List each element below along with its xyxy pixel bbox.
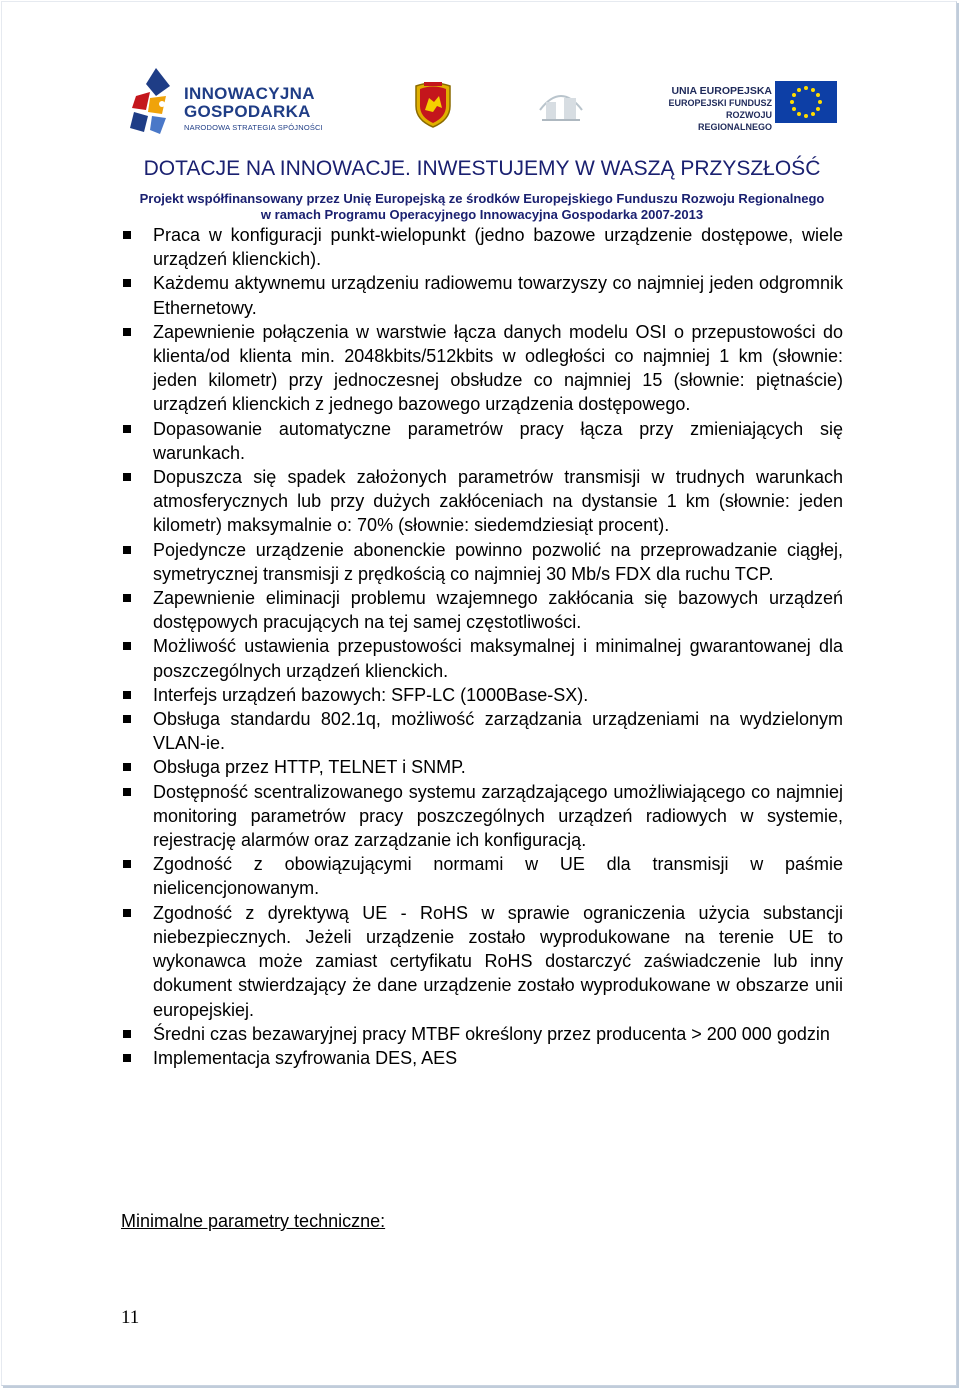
document-page — [1, 1, 957, 1386]
list-item: Pojedyncze urządzenie abonenckie powinno pozwolić na przeprowadzanie ciągłej, symetrycznej transmisji z prędkością co najmniej 30 Mb/s FDX dla ruchu TCP. — [121, 538, 843, 586]
list-item: Średni czas bezawaryjnej pracy MTBF określony przez producenta > 200 000 godzin — [121, 1022, 843, 1046]
list-item: Dostępność scentralizowanego systemu zarządzającego umożliwiającego co najmniej monitoring parametrów pracy poszczególnych urządzeń radiowych w systemie, rejestrację alarmów oraz zarządzanie ich konfiguracją. — [121, 780, 843, 853]
list-item: Każdemu aktywnemu urządzeniu radiowemu towarzyszy co najmniej jeden odgromnik Ethernetowy. — [121, 271, 843, 319]
bullet-square-icon — [123, 909, 131, 917]
list-item: Zgodność z obowiązującymi normami w UE dla transmisji w paśmie nielicencjonowanym. — [121, 852, 843, 900]
bullet-square-icon — [123, 715, 131, 723]
bullet-square-icon — [123, 546, 131, 554]
bullet-square-icon — [123, 231, 131, 239]
page-number: 11 — [121, 1307, 140, 1328]
list-item: Możliwość ustawienia przepustowości maksymalnej i minimalnej gwarantowanej dla poszczególnych urządzeń klienckich. — [121, 634, 843, 682]
list-item: Zapewnienie eliminacji problemu wzajemnego zakłócania się bazowych urządzeń dostępowych pracujących na tej samej częstotliwości. — [121, 586, 843, 634]
bullet-square-icon — [123, 1030, 131, 1038]
list-item: Dopuszcza się spadek założonych parametrów transmisji w trudnych warunkach atmosferycznych lub przy dużych zakłóceniach na dystansie 1 km (słownie: jeden kilometr) maksymalnie o: 70% (słownie: siedemdziesiąt procent). — [121, 465, 843, 538]
bullet-square-icon — [123, 425, 131, 433]
eu-logo-line3: ROZWOJU REGIONALNEGO — [697, 110, 772, 132]
bullet-square-icon — [123, 594, 131, 602]
innowacyjna-gospodarka-logo — [126, 66, 336, 136]
bullet-square-icon — [123, 473, 131, 481]
list-item: Interfejs urządzeń bazowych: SFP-LC (1000Base-SX). — [121, 683, 843, 707]
eu-logo-line1: UNIA EUROPEJSKA — [671, 85, 772, 97]
ig-logo-line1: INNOWACYJNA — [184, 84, 315, 103]
project-line-1: Projekt współfinansowany przez Unię Europejską ze środków Europejskiego Funduszu Rozwoju Regionalnego — [139, 191, 825, 206]
foundation-logo-icon — [532, 80, 590, 126]
list-item: Obsługa przez HTTP, TELNET i SNMP. — [121, 755, 843, 779]
list-item: Praca w konfiguracji punkt-wielopunkt (jedno bazowe urządzenie dostępowe, wiele urządzeń klienckich). — [121, 223, 843, 271]
ig-emblem-icon — [126, 66, 176, 136]
list-item: Zgodność z dyrektywą UE - RoHS w sprawie ograniczenia użycia substancji niebezpiecznych. Jeżeli urządzenie zostało wyprodukowane na terenie UE to wykonawca może zamiast certyfikatu RoHS dostarczyć zaświadczenie lub inny dokument stwierdzający że dane urządzenie zostało wyprodukowane w obszarze unii europejskiej. — [121, 901, 843, 1022]
project-line-2: w ramach Programu Operacyjnego Innowacyjna Gospodarka 2007-2013 — [260, 207, 704, 222]
section-heading: Minimalne parametry techniczne: — [121, 1211, 386, 1231]
eu-logo-text — [662, 85, 772, 133]
eu-flag-icon — [775, 81, 837, 123]
bullet-square-icon — [123, 279, 131, 287]
bullet-square-icon — [123, 763, 131, 771]
bullet-square-icon — [123, 328, 131, 336]
eu-logo-line2: EUROPEJSKI FUNDUSZ — [668, 98, 772, 108]
ig-logo-line2: GOSPODARKA — [184, 102, 311, 121]
requirements-list — [121, 223, 843, 1070]
bullet-square-icon — [123, 691, 131, 699]
list-item: Dopasowanie automatyczne parametrów pracy łącza przy zmieniających się warunkach. — [121, 417, 843, 465]
bullet-square-icon — [123, 860, 131, 868]
slogan-heading: DOTACJE NA INNOWACJE. INWESTUJEMY W WASZĄ PRZYSZŁOŚĆ — [143, 157, 821, 180]
bullet-square-icon — [123, 788, 131, 796]
bullet-square-icon — [123, 642, 131, 650]
list-item: Obsługa standardu 802.1q, możliwość zarządzania urządzeniami na wydzielonym VLAN-ie. — [121, 707, 843, 755]
coat-of-arms-icon — [412, 80, 454, 128]
list-item: Implementacja szyfrowania DES, AES — [121, 1046, 843, 1070]
requirements-content — [121, 223, 843, 1070]
list-item: Zapewnienie połączenia w warstwie łącza danych modelu OSI o przepustowości do klienta/od klienta min. 2048kbits/512kbits w odległości co najmniej 1 km (słownie: jeden kilometr) przy jednoczesnej obsłudze co najmniej 15 (słownie: piętnaście) urządzeń klienckich z jednego bazowego urządzenia dostępowego. — [121, 320, 843, 417]
ig-logo-line3: NARODOWA STRATEGIA SPÓJNOŚCI — [184, 123, 323, 132]
bullet-square-icon — [123, 1054, 131, 1062]
